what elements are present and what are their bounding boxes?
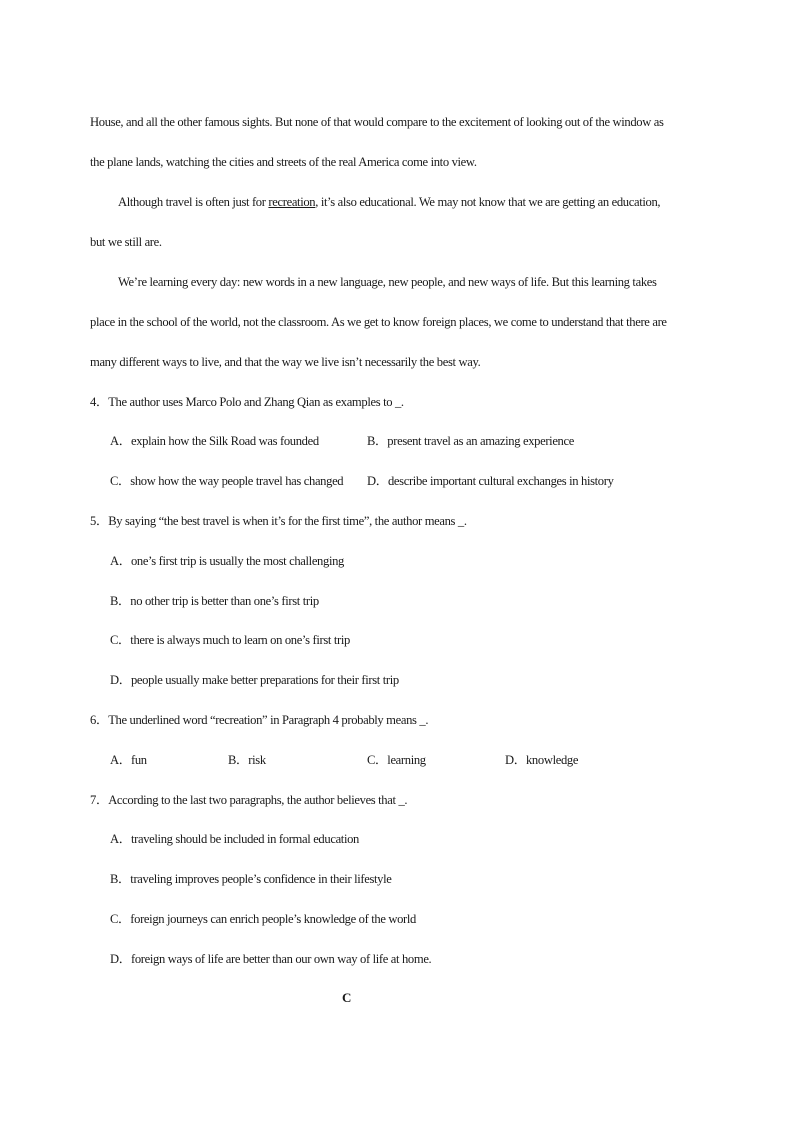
passage-paragraph-3-line-3: many different ways to live, and that the way we live isn’t necessarily the best way. <box>90 355 481 369</box>
passage-paragraph-2-line-1 <box>118 194 660 210</box>
question-6-option-c: C．learning <box>367 753 426 767</box>
question-4-option-b: B．present travel as an amazing experience <box>367 434 574 448</box>
question-7-option-a: A．traveling should be included in formal education <box>110 832 359 846</box>
question-7-option-d: D．foreign ways of life are better than our own way of life at home. <box>110 952 432 966</box>
question-5-option-a: A．one’s first trip is usually the most challenging <box>110 554 344 568</box>
question-5-option-b: B．no other trip is better than one’s first trip <box>110 594 319 608</box>
paragraph-2-text-before: Although travel is often just for <box>118 195 269 209</box>
question-4-option-d: D．describe important cultural exchanges in history <box>367 474 614 488</box>
question-5-option-c: C．there is always much to learn on one’s first trip <box>110 633 350 647</box>
underlined-word-recreation: recreation <box>268 195 316 209</box>
question-4-option-c: C．show how the way people travel has changed <box>110 474 344 488</box>
passage-paragraph-3-line-1: We’re learning every day: new words in a new language, new people, and new ways of life. But this learning takes <box>118 275 657 289</box>
passage-paragraph-1-line-1: House, and all the other famous sights. But none of that would compare to the excitement of looking out of the window as <box>90 115 664 129</box>
question-7-option-c: C．foreign journeys can enrich people’s knowledge of the world <box>110 912 416 926</box>
passage-paragraph-2-line-2: but we still are. <box>90 235 162 249</box>
passage-paragraph-3-line-2: place in the school of the world, not the classroom. As we get to know foreign places, we come to understand that there are <box>90 315 667 329</box>
question-6-option-d: D．knowledge <box>505 753 579 767</box>
question-6-option-a: A．fun <box>110 753 147 767</box>
question-5-option-d: D．people usually make better preparations for their first trip <box>110 673 399 687</box>
passage-paragraph-1-line-2: the plane lands, watching the cities and streets of the real America come into view. <box>90 155 477 169</box>
question-4-stem: 4．The author uses Marco Polo and Zhang Qian as examples to _. <box>90 395 404 409</box>
paragraph-2-text-after: , it’s also educational. We may not know that we are getting an education, <box>315 195 661 209</box>
section-heading-c: C <box>342 990 352 1005</box>
question-6-stem: 6．The underlined word “recreation” in Paragraph 4 probably means _. <box>90 713 429 727</box>
question-4-option-a: A．explain how the Silk Road was founded <box>110 434 319 448</box>
question-7-option-b: B．traveling improves people’s confidence in their lifestyle <box>110 872 392 886</box>
question-7-stem: 7．According to the last two paragraphs, the author believes that _. <box>90 793 408 807</box>
question-6-option-b: B．risk <box>228 753 266 767</box>
question-5-stem: 5．By saying “the best travel is when it’s for the first time”, the author means _. <box>90 514 467 528</box>
